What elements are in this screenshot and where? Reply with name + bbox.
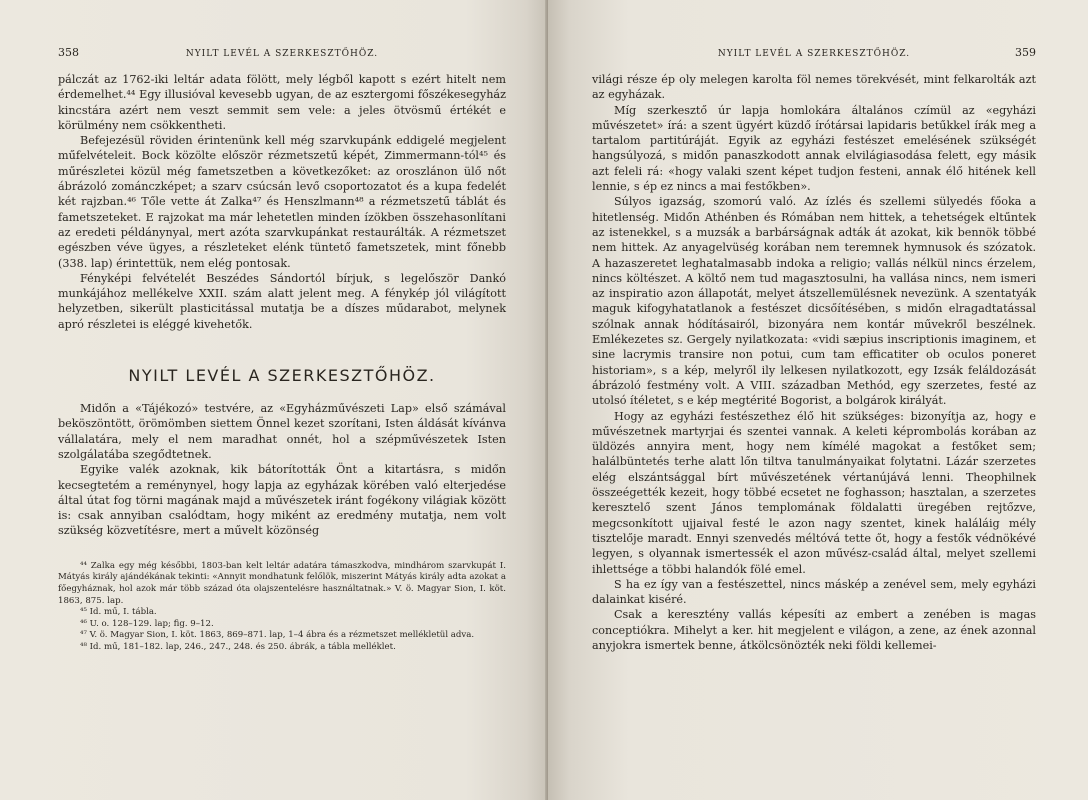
letter-paragraph-2: Egyike valék azoknak, kik bátorították Önt a kitartásra, s midőn kecsegtetém a reménynyel, hogy lapja az egyházak körében való elterjedése által útat fog törni magának majd a művészetek iránt fogékony világiak között is: csak annyiban csalódtam, hogy miként az eredmény mutatja, nem volt szükség közvetítésre, mert a művelt közönség <box>58 463 506 538</box>
letter-paragraph-1: Midőn a «Tájékozó» testvére, az «Egyházművészeti Lap» első számával beköszöntött, örömömben siettem Önnel kezet szorítani, Isten áldását kívánva vállalatára, mely el nem maradhat onnét, hol a szépművészetek Isten szolgálatába szegődtetnek. <box>58 402 506 461</box>
footnote-48: ⁴⁸ Id. mű, 181–182. lap, 246., 247., 248. és 250. ábrák, a tábla melléklet. <box>80 641 396 652</box>
right-page <box>548 0 1088 800</box>
footnote-46: ⁴⁶ U. o. 128–129. lap; fig. 9–12. <box>80 618 214 629</box>
right-paragraph-5: S ha ez így van a festészettel, nincs máskép a zenével sem, mely egyházi dalainkat kiséré. <box>592 577 1036 607</box>
right-page-number: 359 <box>1015 46 1036 59</box>
section-title: NYILT LEVÉL A SZERKESZTŐHÖZ. <box>128 366 436 386</box>
right-paragraph-1: világi része ép oly melegen karolta föl nemes törekvését, mint felkarolták azt az egyházak. <box>592 73 1036 102</box>
left-paragraph-3: Fényképi felvételét Beszédes Sándortól bírjuk, s legelőször Dankó munkájához mellékelve XXII. szám alatt jelent meg. A fénykép jól világított helyzetben, sikerült plasticitással mutatja be a díszes műdarabot, melynek apró részletei is eléggé kivehetők. <box>58 271 506 331</box>
footnote-45: ⁴⁵ Id. mű, I. tábla. <box>80 607 157 618</box>
left-paragraph-1: pálczát az 1762-iki leltár adata fölött, mely légből kapott s ezért hitelt nem érdemelhet.⁴⁴ Egy illusióval kevesebb ugyan, de az esztergomi főszékesegyház kincstára azért nem veszt semmit sem vele: a jeles ötvösmű értékét e körülmény nem csökkentheti. <box>58 73 506 132</box>
footnote-44: ⁴⁴ Zalka egy még későbbi, 1803-ban kelt leltár adatára támaszkodva, mindhárom szarvkupát I. Mátyás király ajándékának tekinti: «Annyit mondhatunk felőlök, miszerint Mátyás király adta azokat a főegyháznak, hol azok már több század óta olajszentelésre használtatnak.» V. ö. Magyar Sion, I. köt. 1863, 875. lap. <box>58 560 506 606</box>
footnote-47: ⁴⁷ V. ö. Magyar Sion, I. köt. 1863, 869–871. lap, 1–4 ábra és a rézmetszet mellékletül adva. <box>80 630 475 641</box>
left-running-head <box>58 46 506 60</box>
left-running-title: NYILT LEVÉL A SZERKESZTŐHÖZ. <box>185 49 379 59</box>
right-paragraph-2: Míg szerkesztő úr lapja homlokára általános czímül az «egyházi művészetet» írá: a szent ügyért küzdő írótársai lapidaris betűkkel írák meg a tartalom partitúráját. Egyik az egyházi festészet emelésének szükségét hangsúlyozá, s midőn panaszkodott annak elvilágiasodása felett, egy másik azt feleli rá: «hogy valaki szent képet tudjon festeni, annak élő hitének kell lennie, s ép ez nincs a mai festőkben». <box>592 103 1036 194</box>
left-paragraph-2: Befejezésül röviden érintenünk kell még szarvkupánk eddigelé megjelent műfelvételeit. Bock közölte először rézmetszetű képét, Zimmermann-tól⁴⁵ és műrészletei közül még fametszetben a következőket: az oroszlánon ülő nőt ábrázoló zománczképet; a szarv csúcsán levő csoportozatot és a kupa fedelét két rajzban.⁴⁶ Tőle vette át Zalka⁴⁷ és Henszlmann⁴⁸ a rézmetszetű táblát és fametszeteket. E rajzokat ma már lehetetlen minden ízökben összehasonlítani az eredeti példánynyal, mert azóta szarvkupánkat restaurálták. A rézmetszet egészben véve ügyes, a részleteket elénk tüntető fametszetek, mint főnebb (338. lap) érintettük, nem elég pontosak. <box>58 134 506 270</box>
footnotes <box>58 553 506 654</box>
right-paragraph-3: Súlyos igazság, szomorú való. Az ízlés és szellemi sülyedés főoka a hitetlenség. Midőn Athénben és Rómában nem hittek, a tehetségek eltűntek az istenekkel, s a muzsák a barbárságnak adták át azokat, kik bennök többé nem hittek. Az anyagelvüség korában nem teremnek hymnusok és szózatok. A hazaszeretet leghatalmasabb indoka a religio; vallás nélkül nincs érzelem, nincs költészet. A költő nem tud magasztosulni, ha vallása nincs, nem ismeri az inspiratio azon állapotát, melyet átszellemülésnek nevezünk. A szentatyák maguk kifogyhatatlanok a festészet dicsőítésében, s midőn elragadtatással szólnak annak hódításairól, bizonyára nem kontár művekről beszélnek. Emlékezetes sz. Gergely nyilatkozata: «vidi sæpius inscriptionis imaginem, et sine lacrymis transire non potui, cum tam efficatiter ob oculos poneret historiam», s a kép, melyről ily lelkesen nyilatkozott, egy Izsák feláldozását ábrázoló festmény volt. A VIII. században Methód, egy szerzetes, festé az utolsó ítéletet, s e kép megtérité Bogorist, a bolgárok királyát. <box>592 195 1036 408</box>
right-paragraph-4: Hogy az egyházi festészethez élő hit szükséges: bizonyítja az, hogy e művészetnek martyrjai és szentei vannak. A keleti képrombolás korában az üldözés annyira ment, hogy nem kímélé magokat a festőket sem; halálbüntetés terhe alatt lőn tiltva tanulmányaikat folytatni. Lázár szerzetes elég elszántsággal bírt művészetének vértanújává lenni. Theophilnek összeégették kezeit, hogy többé ecsetet ne foghasson; hasztalan, a szerzetes keresztelő szent János templomának földalatti üregében rejtőzve, megcsonkított ujjaival festé le azon nagy szentet, kinek haláláig mély tisztelője maradt. Ennyi szenvedés méltóvá tette őt, hogy a festők védnökévé legyen, s olyannak ismertessék el azon művész-család által, melyet szellemi ihlettsége a többi halandók fölé emel. <box>592 409 1036 576</box>
right-running-head <box>592 46 1036 60</box>
right-running-title: NYILT LEVÉL A SZERKESZTŐHÖZ. <box>717 49 911 59</box>
left-page-number: 358 <box>58 46 79 59</box>
right-paragraph-6: Csak a keresztény vallás képesíti az embert a zenében is magas conceptiókra. Mihelyt a ker. hit megjelent e világon, a zene, az ének azonnal anyjokra ismertek benne, átkölcsönözték neki földi kellemei- <box>592 608 1036 652</box>
